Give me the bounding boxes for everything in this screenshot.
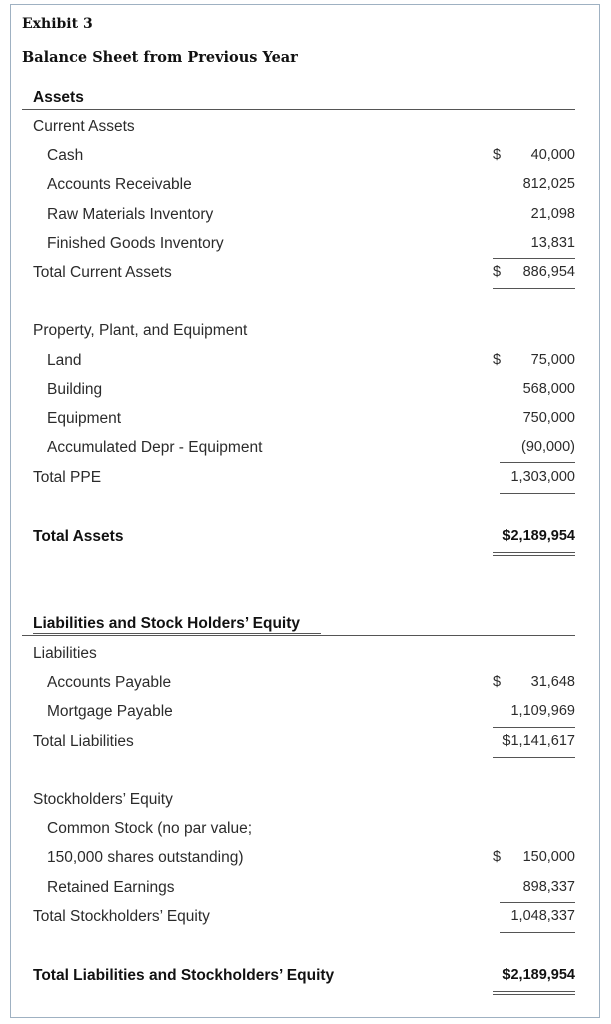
liabilities-heading: Liabilities — [33, 645, 97, 662]
double-total-rule — [493, 552, 575, 556]
liabilities-equity-heading: Liabilities and Stock Holders’ Equity — [33, 615, 301, 632]
heading-underline — [33, 633, 321, 634]
table-row: Raw Materials Inventory 21,098 — [47, 206, 575, 223]
total-rule — [493, 757, 575, 758]
table-row: Common Stock (no par value; — [47, 820, 253, 837]
table-row: Accounts Payable $ 31,648 — [47, 674, 575, 691]
section-rule — [22, 635, 575, 636]
table-row: Total Current Assets $ 886,954 — [33, 264, 575, 281]
table-row: Total Stockholders’ Equity 1,048,337 — [33, 908, 575, 925]
table-row: Equipment 750,000 — [47, 410, 575, 427]
table-row: Mortgage Payable 1,109,969 — [47, 703, 575, 720]
table-row: Total Assets $2,189,954 — [33, 528, 575, 545]
table-row: Cash $ 40,000 — [47, 147, 575, 164]
current-assets-heading: Current Assets — [33, 118, 135, 135]
total-rule — [493, 288, 575, 289]
table-row: Land $ 75,000 — [47, 352, 575, 369]
subtotal-rule — [493, 258, 575, 259]
subtotal-rule — [493, 727, 575, 728]
table-row: Accounts Receivable 812,025 — [47, 176, 575, 193]
total-rule — [500, 932, 575, 933]
table-row: Total Liabilities $1,141,617 — [33, 733, 575, 750]
assets-heading: Assets — [33, 89, 84, 106]
double-total-rule — [493, 991, 575, 995]
table-row: Accumulated Depr - Equipment (90,000) — [47, 439, 575, 456]
equity-heading: Stockholders’ Equity — [33, 791, 173, 808]
table-row: Finished Goods Inventory 13,831 — [47, 235, 575, 252]
subtotal-rule — [500, 462, 575, 463]
ppe-heading: Property, Plant, and Equipment — [33, 322, 248, 339]
page-title: Balance Sheet from Previous Year — [22, 49, 298, 66]
subtotal-rule — [500, 902, 575, 903]
table-row: 150,000 shares outstanding) $ 150,000 — [47, 849, 575, 866]
exhibit-label: Exhibit 3 — [22, 16, 93, 32]
total-rule — [500, 493, 575, 494]
table-row: Total Liabilities and Stockholders’ Equity $2,189,954 — [33, 967, 575, 984]
assets-heading-rule — [22, 109, 575, 110]
table-row: Total PPE 1,303,000 — [33, 469, 575, 486]
table-row: Building 568,000 — [47, 381, 575, 398]
table-row: Retained Earnings 898,337 — [47, 879, 575, 896]
